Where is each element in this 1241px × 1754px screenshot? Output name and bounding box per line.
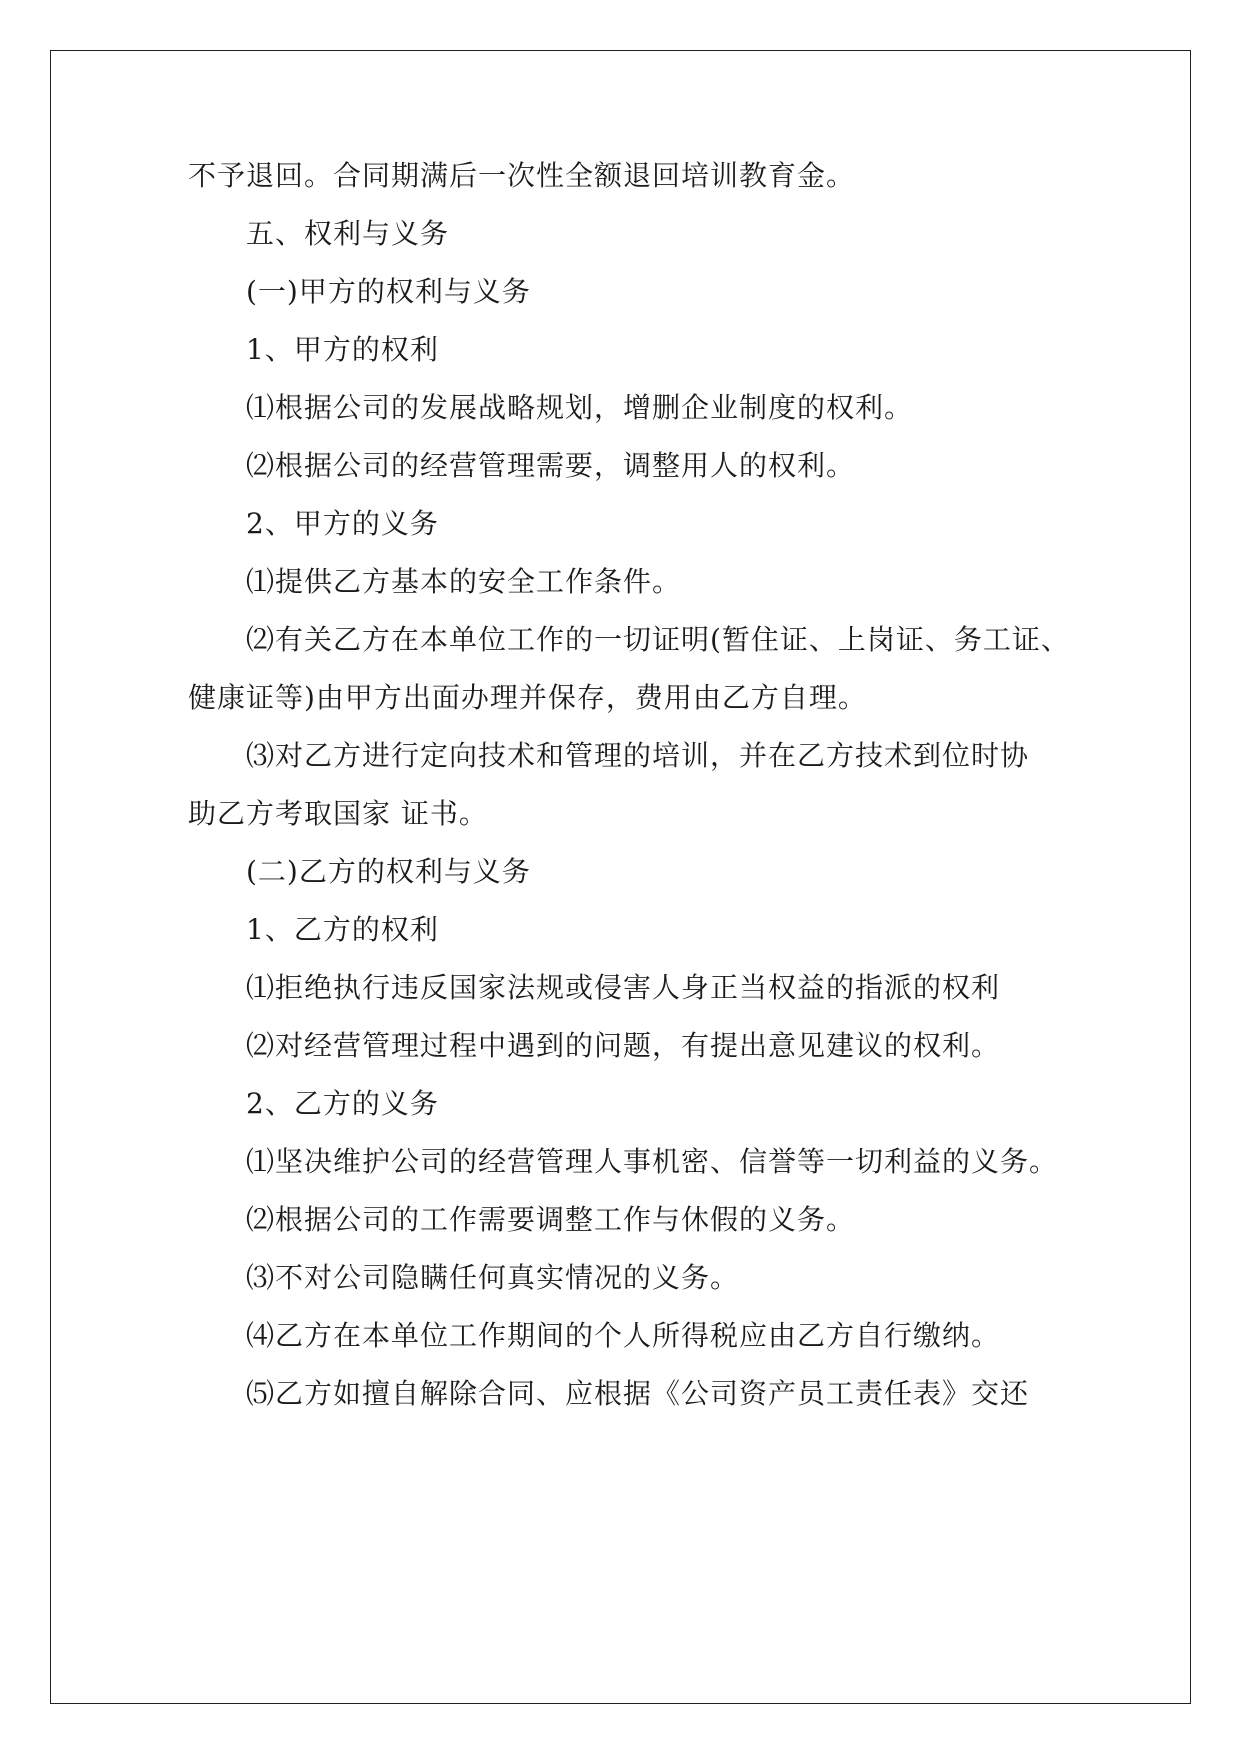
clause-line: ⑵有关乙方在本单位工作的一切证明(暂住证、上岗证、务工证、 [246,623,1070,656]
clause-line: ⑷乙方在本单位工作期间的个人所得税应由乙方自行缴纳。 [246,1319,1001,1352]
clause-line: ⑵对经营管理过程中遇到的问题，有提出意见建议的权利。 [246,1029,1001,1062]
paragraph-line-1: 不予退回。合同期满后一次性全额退回培训教育金。 [188,159,856,192]
clause-continuation-line: 助乙方考取国家 证书。 [188,797,488,830]
item-heading-party-b-obligations: 2、乙方的义务 [246,1087,439,1120]
section-heading-rights-obligations: 五、权利与义务 [246,217,450,250]
clause-line: ⑴拒绝执行违反国家法规或侵害人身正当权益的指派的权利 [246,971,1001,1004]
page-border [50,50,1191,1704]
item-heading-party-a-rights: 1、甲方的权利 [246,333,439,366]
clause-line: ⑶对乙方进行定向技术和管理的培训，并在乙方技术到位时协 [246,739,1030,772]
clause-line: ⑶不对公司隐瞒任何真实情况的义务。 [246,1261,740,1294]
subheading-party-b: (二)乙方的权利与义务 [246,855,531,888]
clause-continuation-line: 健康证等)由甲方出面办理并保存，费用由乙方自理。 [188,681,867,714]
clause-line: ⑵根据公司的经营管理需要，调整用人的权利。 [246,449,856,482]
clause-line: ⑴坚决维护公司的经营管理人事机密、信誉等一切利益的义务。 [246,1145,1059,1178]
clause-line: ⑴提供乙方基本的安全工作条件。 [246,565,682,598]
subheading-party-a: (一)甲方的权利与义务 [246,275,531,308]
clause-line: ⑵根据公司的工作需要调整工作与休假的义务。 [246,1203,856,1236]
clause-line: ⑴根据公司的发展战略规划，增删企业制度的权利。 [246,391,914,424]
clause-line: ⑸乙方如擅自解除合同、应根据《公司资产员工责任表》交还 [246,1377,1030,1410]
item-heading-party-a-obligations: 2、甲方的义务 [246,507,439,540]
item-heading-party-b-rights: 1、乙方的权利 [246,913,439,946]
